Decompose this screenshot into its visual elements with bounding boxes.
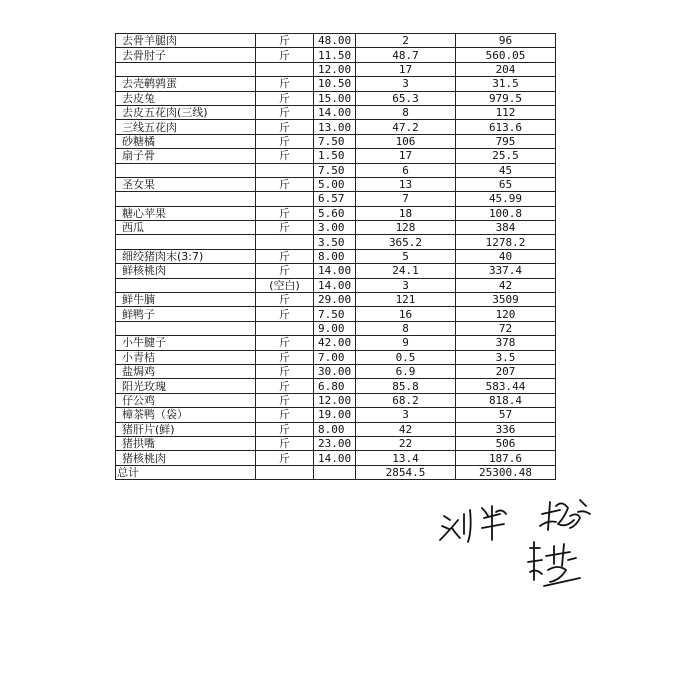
item-name: 细绞猪肉末(3:7): [116, 249, 256, 263]
total-price-cell: [314, 465, 356, 479]
item-amount: 120: [456, 307, 556, 321]
item-unit-price: 14.00: [314, 264, 356, 278]
item-unit-price: 14.00: [314, 278, 356, 292]
item-unit: 斤: [256, 393, 314, 407]
ledger-sheet: [115, 33, 555, 480]
item-quantity: 8: [356, 321, 456, 335]
item-unit-price: 5.00: [314, 177, 356, 191]
item-quantity: 13.4: [356, 451, 456, 465]
item-amount: 613.6: [456, 120, 556, 134]
table-row: [116, 149, 556, 163]
item-amount: 3.5: [456, 350, 556, 364]
item-quantity: 6: [356, 163, 456, 177]
item-quantity: 47.2: [356, 120, 456, 134]
item-name: 仔公鸡: [116, 393, 256, 407]
item-unit: [256, 321, 314, 335]
item-unit: [256, 192, 314, 206]
item-amount: 112: [456, 105, 556, 119]
item-quantity: 2: [356, 34, 456, 48]
item-quantity: 68.2: [356, 393, 456, 407]
item-unit: 斤: [256, 379, 314, 393]
item-unit-price: 14.00: [314, 451, 356, 465]
item-unit: 斤: [256, 264, 314, 278]
item-quantity: 65.3: [356, 91, 456, 105]
item-name: [116, 321, 256, 335]
item-unit-price: 6.80: [314, 379, 356, 393]
table-row: [116, 293, 556, 307]
item-unit-price: 19.00: [314, 408, 356, 422]
item-quantity: 42: [356, 422, 456, 436]
table-row: [116, 408, 556, 422]
item-amount: 45: [456, 163, 556, 177]
item-quantity: 18: [356, 206, 456, 220]
item-unit-price: 7.50: [314, 134, 356, 148]
item-name: 阳光玫瑰: [116, 379, 256, 393]
item-name: 去皮兔: [116, 91, 256, 105]
item-unit-price: 14.00: [314, 105, 356, 119]
item-quantity: 3: [356, 408, 456, 422]
handwritten-signatures: [430, 490, 610, 600]
item-name: [116, 235, 256, 249]
item-unit: 斤: [256, 48, 314, 62]
item-name: 扇子骨: [116, 149, 256, 163]
table-row: [116, 177, 556, 191]
item-unit-price: 15.00: [314, 91, 356, 105]
total-amount: 25300.48: [456, 465, 556, 479]
item-name: [116, 192, 256, 206]
item-unit: [256, 235, 314, 249]
item-name: 去骨肘子: [116, 48, 256, 62]
item-quantity: 24.1: [356, 264, 456, 278]
table-row: [116, 249, 556, 263]
item-quantity: 9: [356, 336, 456, 350]
item-unit-price: 13.00: [314, 120, 356, 134]
table-row: [116, 192, 556, 206]
total-row: [116, 465, 556, 479]
item-unit-price: 12.00: [314, 393, 356, 407]
item-unit-price: 7.50: [314, 163, 356, 177]
item-amount: 979.5: [456, 91, 556, 105]
item-name: 猪拱嘴: [116, 436, 256, 450]
item-amount: 818.4: [456, 393, 556, 407]
signature-2: [540, 500, 590, 530]
table-row: [116, 134, 556, 148]
item-unit: 斤: [256, 120, 314, 134]
item-amount: 583.44: [456, 379, 556, 393]
table-row: [116, 336, 556, 350]
item-unit-price: 7.00: [314, 350, 356, 364]
item-amount: 337.4: [456, 264, 556, 278]
item-unit-price: 5.60: [314, 206, 356, 220]
ledger-body: [116, 34, 556, 466]
item-unit: 斤: [256, 105, 314, 119]
table-row: [116, 422, 556, 436]
item-unit: (空白): [256, 278, 314, 292]
table-row: [116, 379, 556, 393]
item-quantity: 3: [356, 278, 456, 292]
item-amount: 560.05: [456, 48, 556, 62]
item-unit-price: 42.00: [314, 336, 356, 350]
item-quantity: 13: [356, 177, 456, 191]
table-row: [116, 436, 556, 450]
item-amount: 378: [456, 336, 556, 350]
table-row: [116, 62, 556, 76]
item-name: 圣女果: [116, 177, 256, 191]
item-quantity: 17: [356, 62, 456, 76]
total-label: 总计: [116, 465, 256, 479]
item-amount: 45.99: [456, 192, 556, 206]
item-quantity: 17: [356, 149, 456, 163]
item-quantity: 128: [356, 221, 456, 235]
item-name: 小青桔: [116, 350, 256, 364]
item-amount: 40: [456, 249, 556, 263]
item-quantity: 365.2: [356, 235, 456, 249]
item-unit-price: 10.50: [314, 77, 356, 91]
item-quantity: 7: [356, 192, 456, 206]
item-quantity: 121: [356, 293, 456, 307]
item-unit: 斤: [256, 149, 314, 163]
item-unit: 斤: [256, 293, 314, 307]
item-unit-price: 6.57: [314, 192, 356, 206]
item-amount: 42: [456, 278, 556, 292]
item-unit-price: 7.50: [314, 307, 356, 321]
item-amount: 204: [456, 62, 556, 76]
item-unit-price: 1.50: [314, 149, 356, 163]
item-amount: 3509: [456, 293, 556, 307]
item-amount: 25.5: [456, 149, 556, 163]
item-quantity: 106: [356, 134, 456, 148]
item-quantity: 6.9: [356, 364, 456, 378]
item-amount: 1278.2: [456, 235, 556, 249]
item-name: 糖心苹果: [116, 206, 256, 220]
item-name: 小牛腱子: [116, 336, 256, 350]
item-unit: 斤: [256, 206, 314, 220]
table-row: [116, 206, 556, 220]
item-amount: 207: [456, 364, 556, 378]
item-name: 猪肝片(鲜): [116, 422, 256, 436]
item-unit: 斤: [256, 364, 314, 378]
table-row: [116, 91, 556, 105]
item-name: 去壳鹌鹑蛋: [116, 77, 256, 91]
item-name: 西瓜: [116, 221, 256, 235]
item-unit: 斤: [256, 408, 314, 422]
table-row: [116, 264, 556, 278]
item-name: 去皮五花肉(三线): [116, 105, 256, 119]
item-name: 去骨羊腿肉: [116, 34, 256, 48]
table-row: [116, 350, 556, 364]
item-quantity: 48.7: [356, 48, 456, 62]
item-quantity: 22: [356, 436, 456, 450]
total-unit-cell: [256, 465, 314, 479]
item-unit: 斤: [256, 34, 314, 48]
item-unit: 斤: [256, 451, 314, 465]
item-quantity: 8: [356, 105, 456, 119]
item-unit: 斤: [256, 77, 314, 91]
item-unit: 斤: [256, 221, 314, 235]
table-row: [116, 235, 556, 249]
table-row: [116, 105, 556, 119]
item-unit-price: 9.00: [314, 321, 356, 335]
item-unit-price: 12.00: [314, 62, 356, 76]
signature-3: [528, 542, 580, 586]
total-quantity: 2854.5: [356, 465, 456, 479]
item-unit: 斤: [256, 307, 314, 321]
item-unit-price: 30.00: [314, 364, 356, 378]
item-unit: 斤: [256, 91, 314, 105]
item-unit: [256, 163, 314, 177]
item-unit: 斤: [256, 422, 314, 436]
item-amount: 31.5: [456, 77, 556, 91]
item-amount: 100.8: [456, 206, 556, 220]
item-unit-price: 3.50: [314, 235, 356, 249]
item-unit-price: 29.00: [314, 293, 356, 307]
table-row: [116, 393, 556, 407]
item-quantity: 3: [356, 77, 456, 91]
table-row: [116, 364, 556, 378]
item-unit-price: 8.00: [314, 422, 356, 436]
item-unit: 斤: [256, 249, 314, 263]
item-quantity: 85.8: [356, 379, 456, 393]
item-amount: 65: [456, 177, 556, 191]
item-name: 三线五花肉: [116, 120, 256, 134]
signature-1: [440, 506, 506, 542]
item-quantity: 5: [356, 249, 456, 263]
item-amount: 57: [456, 408, 556, 422]
table-row: [116, 48, 556, 62]
item-unit: 斤: [256, 177, 314, 191]
item-name: [116, 62, 256, 76]
item-quantity: 0.5: [356, 350, 456, 364]
item-amount: 506: [456, 436, 556, 450]
item-name: [116, 278, 256, 292]
table-row: [116, 278, 556, 292]
purchase-ledger-table: [115, 33, 556, 480]
item-amount: 795: [456, 134, 556, 148]
item-unit: 斤: [256, 350, 314, 364]
table-row: [116, 163, 556, 177]
table-row: [116, 221, 556, 235]
item-unit-price: 3.00: [314, 221, 356, 235]
table-row: [116, 77, 556, 91]
item-unit: 斤: [256, 134, 314, 148]
item-unit-price: 48.00: [314, 34, 356, 48]
item-name: 鲜牛腩: [116, 293, 256, 307]
item-name: 砂糖橘: [116, 134, 256, 148]
table-row: [116, 34, 556, 48]
item-name: 鲜核桃肉: [116, 264, 256, 278]
table-row: [116, 120, 556, 134]
table-row: [116, 307, 556, 321]
item-unit-price: 11.50: [314, 48, 356, 62]
item-amount: 72: [456, 321, 556, 335]
item-name: 猪核桃肉: [116, 451, 256, 465]
item-unit-price: 8.00: [314, 249, 356, 263]
item-unit: 斤: [256, 336, 314, 350]
item-unit: 斤: [256, 436, 314, 450]
item-unit-price: 23.00: [314, 436, 356, 450]
item-name: [116, 163, 256, 177]
item-name: 鲜鸭子: [116, 307, 256, 321]
item-name: 樟茶鸭（袋）: [116, 408, 256, 422]
item-amount: 336: [456, 422, 556, 436]
item-amount: 96: [456, 34, 556, 48]
item-quantity: 16: [356, 307, 456, 321]
signature-area: [430, 490, 610, 600]
table-row: [116, 451, 556, 465]
item-amount: 187.6: [456, 451, 556, 465]
item-name: 盐焗鸡: [116, 364, 256, 378]
table-row: [116, 321, 556, 335]
item-amount: 384: [456, 221, 556, 235]
item-unit: [256, 62, 314, 76]
